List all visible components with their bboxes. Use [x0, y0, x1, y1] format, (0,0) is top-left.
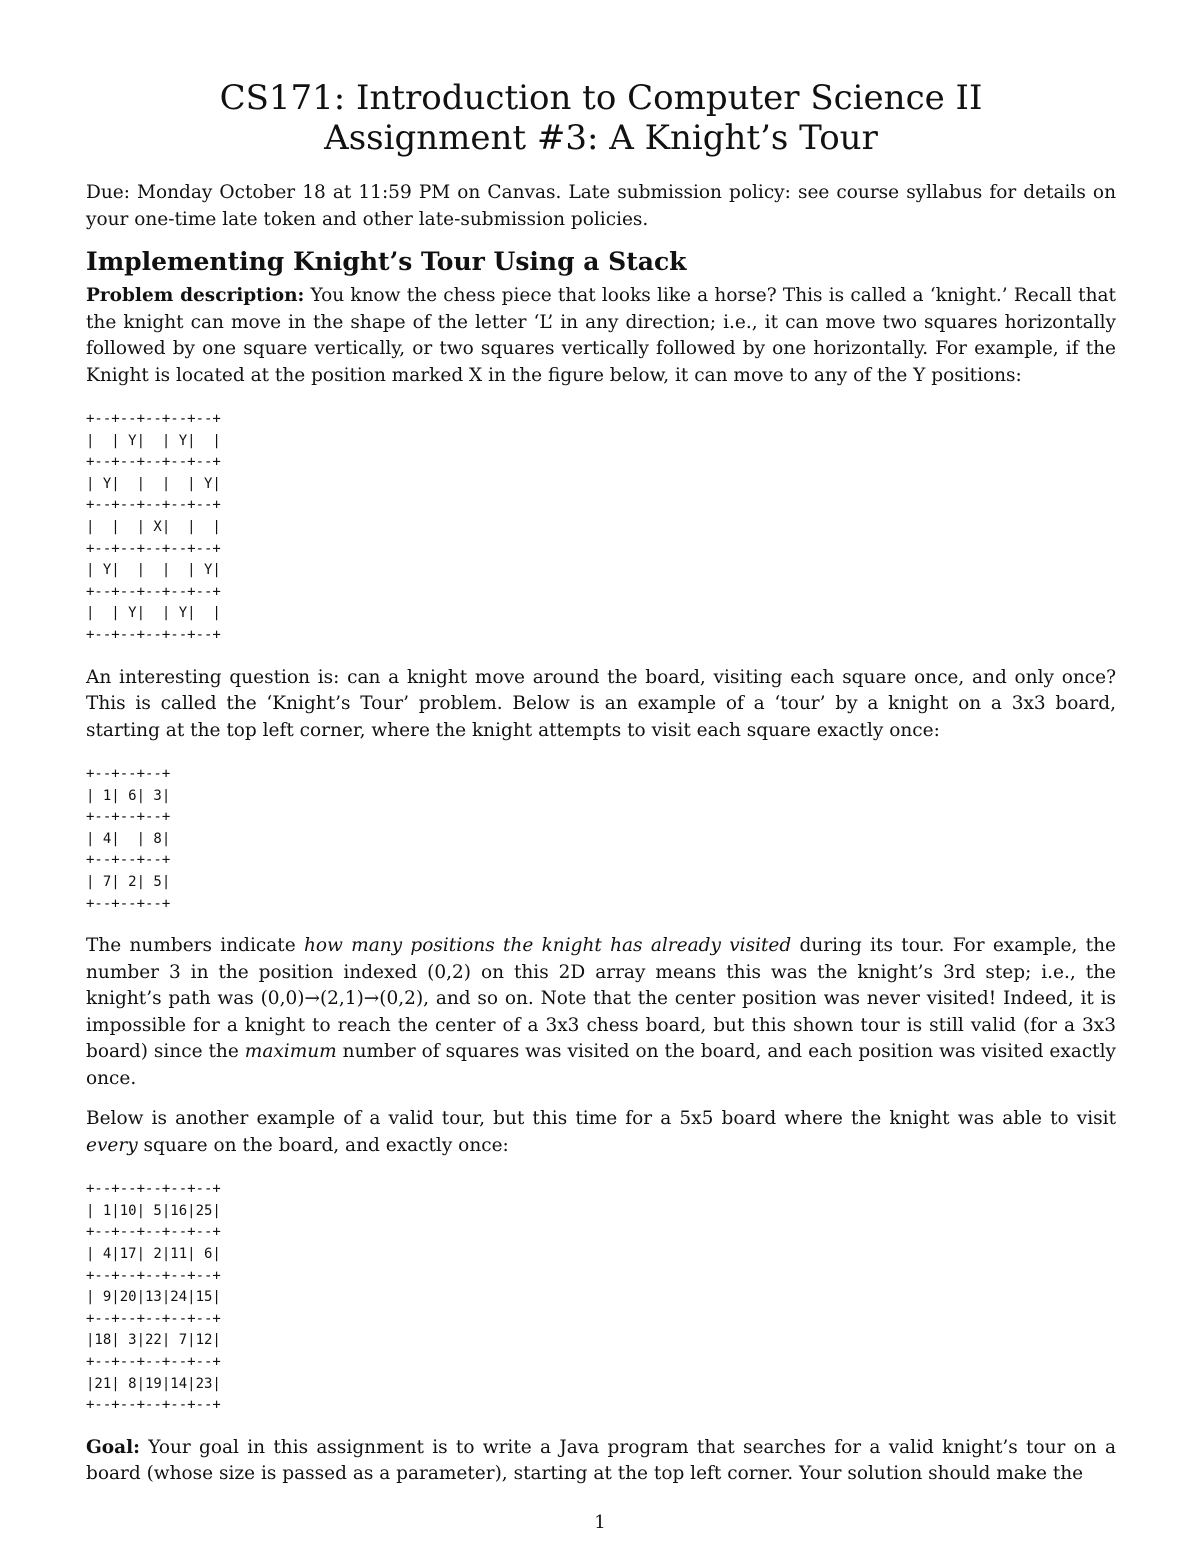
- numbers-paragraph: [86, 933, 1116, 1092]
- course-title: CS171: Introduction to Computer Science II: [219, 78, 983, 118]
- due-paragraph: Due: Monday October 18 at 11:59 PM on Canvas. Late submission policy: see course syllabus for details on your one-time late token and other late-submission policies.: [86, 182, 1116, 230]
- another-text-end: square on the board, and exactly once:: [137, 1134, 509, 1156]
- interesting-paragraph: An interesting question is: can a knight move around the board, visiting each square once, and only once? This is called the ‘Knight’s Tour’ problem. Below is an example of a ‘tour’ by a knight on a 3x3 board, starting at the top left corner, where the knight attempts to visit each square exactly once:: [86, 666, 1116, 741]
- problem-label: Problem description:: [86, 285, 305, 306]
- numbers-text-start: The numbers indicate: [86, 935, 304, 957]
- tour-board-3x3: +--+--+--+ | 1| 6| 3| +--+--+--+ | 4| | 8| +--+--+--+ | 7| 2| 5| +--+--+--+: [86, 766, 171, 912]
- numbers-text-end: number of squares was visited on the board, and each position was visited exactly once.: [86, 1041, 1116, 1089]
- page-number: 1: [594, 1512, 606, 1533]
- knight-moves-board: +--+--+--+--+--+ | | Y| | Y| | +--+--+--+--+--+ | Y| | | | Y| +--+--+--+--+--+ | | | X| | | +--+--+--+--+--+ | Y| | | | Y| +--+--+--+--+--+ | | Y| | Y| | +--+--+--+--+--+: [86, 411, 221, 643]
- goal-paragraph: [86, 1435, 1116, 1488]
- another-text-start: Below is another example of a valid tour, but this time for a 5x5 board where the knight was able to visit: [86, 1108, 1116, 1130]
- numbers-emphasis-1: how many positions the knight has already visited: [303, 935, 792, 957]
- another-emphasis: every: [86, 1134, 138, 1156]
- section-heading: Implementing Knight’s Tour Using a Stack: [86, 247, 687, 276]
- problem-text: You know the chess piece that looks like a horse? This is called a ‘knight.’ Recall that the knight can move in the shape of the letter ‘L’ in any direction; i.e., it can move two squares horizontally followed by one square vertically, or two squares vertically followed by one horizontally. For example, if the Knight is located at the position marked X in the figure below, it can move to any of the Y positions:: [86, 285, 1116, 386]
- problem-paragraph: [86, 283, 1116, 389]
- assignment-title: Assignment #3: A Knight’s Tour: [324, 118, 878, 158]
- goal-label: Goal:: [86, 1436, 140, 1458]
- document-page: [86, 78, 1116, 1488]
- goal-text: Your goal in this assignment is to write a Java program that searches for a valid knight’s tour on a board (whose size is passed as a parameter), starting at the top left corner. Your solution should make the: [86, 1436, 1116, 1485]
- tour-board-5x5: +--+--+--+--+--+ | 1|10| 5|16|25| +--+--+--+--+--+ | 4|17| 2|11| 6| +--+--+--+--+--+ | 9|20|13|24|15| +--+--+--+--+--+ |18| 3|22| 7|12| +--+--+--+--+--+ |21| 8|19|14|23| +--+--+--+--+--+: [86, 1181, 221, 1414]
- another-paragraph: [86, 1106, 1116, 1159]
- numbers-emphasis-2: maximum: [244, 1041, 337, 1063]
- numbers-text-mid: during its tour. For example, the number 3 in the position indexed (0,2) on this 2D array means this was the knight’s 3rd step; i.e., the knight’s path was (0,0)→(2,1)→(0,2), and so on. Note that the center position was never visited! Indeed, it is impossible for a knight to reach the center of a 3x3 chess board, but this shown tour is still valid (for a 3x3 board) since the: [86, 935, 1116, 1063]
